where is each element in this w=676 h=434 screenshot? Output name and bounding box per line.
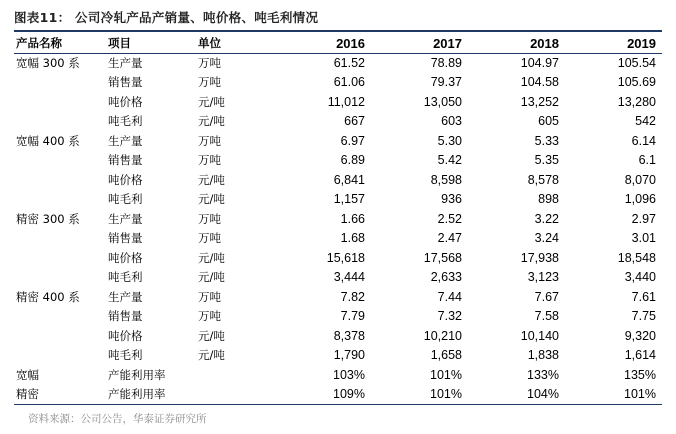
- value-2019-cell: 2.97: [631, 211, 656, 226]
- value-2017-cell: 5.30: [437, 133, 462, 148]
- header-year-2018: 2018: [530, 35, 559, 51]
- value-2017-cell: 5.42: [437, 153, 462, 168]
- value-2019-cell: 1,614: [624, 348, 656, 363]
- value-2018-cell: 3,123: [527, 270, 559, 285]
- table-row: [14, 73, 662, 93]
- table-header-row: [14, 33, 662, 53]
- table-row: [14, 365, 662, 385]
- value-2016-cell: 6.89: [340, 153, 365, 168]
- table-row: [14, 92, 662, 112]
- value-2016-cell: 1.66: [340, 211, 365, 226]
- value-2019-cell: 6.14: [631, 133, 656, 148]
- product-cell: [14, 268, 108, 288]
- value-2017-cell: 78.89: [430, 55, 462, 70]
- value-2019-cell: 105.54: [617, 55, 656, 70]
- value-2016-cell: 61.06: [333, 75, 365, 90]
- unit-cell: 元/吨: [198, 348, 225, 363]
- value-2017-cell: 2.47: [437, 231, 462, 246]
- value-2019-cell: 105.69: [617, 75, 656, 90]
- value-2019-cell: 7.61: [631, 289, 656, 304]
- unit-cell: 万吨: [198, 153, 221, 168]
- value-2018-cell: 5.35: [534, 153, 559, 168]
- value-2016-cell: 11,012: [327, 94, 365, 109]
- table-row: [14, 385, 662, 405]
- table-row: [14, 307, 662, 327]
- product-cell: 宽幅 400 系: [16, 133, 80, 148]
- product-cell: 宽幅: [16, 367, 39, 382]
- item-cell: 生产量: [108, 133, 143, 148]
- header-year-2019: 2019: [627, 35, 656, 51]
- item-cell: 吨价格: [108, 250, 143, 265]
- value-2017-cell: 79.37: [430, 75, 462, 90]
- value-2017-cell: 101%: [430, 387, 462, 402]
- table-row: [14, 248, 662, 268]
- table-bottom-rule: [14, 404, 662, 405]
- product-cell: [14, 307, 108, 327]
- value-2016-cell: 1,157: [333, 192, 365, 207]
- unit-cell: 万吨: [198, 289, 221, 304]
- value-2018-cell: 8,578: [527, 172, 559, 187]
- product-cell: [14, 229, 108, 249]
- item-cell: 生产量: [108, 211, 143, 226]
- header-item: 项目: [108, 36, 131, 50]
- product-cell: [14, 170, 108, 190]
- value-2019-cell: 13,280: [617, 94, 656, 109]
- item-cell: 吨毛利: [108, 348, 143, 363]
- header-product: 产品名称: [16, 36, 62, 50]
- product-cell: [14, 326, 108, 346]
- table-row: [14, 209, 662, 229]
- value-2016-cell: 1.68: [340, 231, 365, 246]
- value-2016-cell: 1,790: [333, 348, 365, 363]
- value-2017-cell: 1,658: [430, 348, 462, 363]
- value-2019-cell: 7.75: [631, 309, 656, 324]
- value-2018-cell: 13,252: [520, 94, 559, 109]
- product-cell: [14, 346, 108, 366]
- value-2017-cell: 8,598: [430, 172, 462, 187]
- table-top-rule: [14, 30, 662, 32]
- table-row: [14, 326, 662, 346]
- product-cell: [14, 73, 108, 93]
- product-cell: 宽幅 300 系: [16, 55, 80, 70]
- value-2019-cell: 542: [635, 114, 656, 129]
- item-cell: 吨价格: [108, 94, 143, 109]
- value-2016-cell: 6,841: [333, 172, 365, 187]
- unit-cell: [198, 385, 274, 405]
- value-2018-cell: 104.58: [520, 75, 559, 90]
- unit-cell: 元/吨: [198, 270, 225, 285]
- value-2019-cell: 101%: [624, 387, 656, 402]
- data-table: [14, 33, 662, 404]
- unit-cell: 元/吨: [198, 114, 225, 129]
- value-2018-cell: 1,838: [527, 348, 559, 363]
- product-cell: 精密 400 系: [16, 289, 80, 304]
- table-row: [14, 131, 662, 151]
- table-row: [14, 346, 662, 366]
- unit-cell: 万吨: [198, 309, 221, 324]
- value-2016-cell: 6.97: [340, 133, 365, 148]
- table-body: [14, 53, 662, 404]
- value-2019-cell: 1,096: [624, 192, 656, 207]
- value-2017-cell: 2.52: [437, 211, 462, 226]
- value-2017-cell: 13,050: [423, 94, 462, 109]
- unit-cell: 万吨: [198, 75, 221, 90]
- item-cell: 生产量: [108, 55, 143, 70]
- value-2016-cell: 8,378: [333, 328, 365, 343]
- value-2018-cell: 898: [538, 192, 559, 207]
- unit-cell: 万吨: [198, 211, 221, 226]
- table-row: [14, 190, 662, 210]
- value-2017-cell: 7.32: [437, 309, 462, 324]
- value-2017-cell: 10,210: [423, 328, 462, 343]
- value-2017-cell: 936: [441, 192, 462, 207]
- value-2018-cell: 3.24: [534, 231, 559, 246]
- value-2018-cell: 5.33: [534, 133, 559, 148]
- item-cell: 吨毛利: [108, 270, 143, 285]
- figure-title: 图表11： 公司冷轧产品产销量、吨价格、吨毛利情况: [14, 10, 319, 25]
- value-2016-cell: 15,618: [326, 250, 365, 265]
- table-row: [14, 112, 662, 132]
- value-2016-cell: 109%: [333, 387, 365, 402]
- table-row: [14, 229, 662, 249]
- header-year-2016: 2016: [336, 35, 365, 51]
- value-2019-cell: 8,070: [624, 172, 656, 187]
- unit-cell: [198, 365, 274, 385]
- table-row: [14, 268, 662, 288]
- value-2016-cell: 7.82: [340, 289, 365, 304]
- value-2017-cell: 603: [441, 114, 462, 129]
- value-2017-cell: 101%: [430, 367, 462, 382]
- item-cell: 吨价格: [108, 172, 143, 187]
- unit-cell: 元/吨: [198, 250, 225, 265]
- unit-cell: 万吨: [198, 55, 221, 70]
- unit-cell: 元/吨: [198, 172, 225, 187]
- item-cell: 吨毛利: [108, 114, 143, 129]
- value-2018-cell: 7.67: [534, 289, 559, 304]
- value-2019-cell: 6.1: [638, 153, 656, 168]
- value-2018-cell: 133%: [527, 367, 559, 382]
- value-2017-cell: 17,568: [423, 250, 462, 265]
- value-2018-cell: 7.58: [534, 309, 559, 324]
- product-cell: [14, 92, 108, 112]
- table-row: [14, 287, 662, 307]
- source-note: 资料来源：公司公告，华泰证券研究所: [28, 413, 207, 425]
- item-cell: 产能利用率: [108, 367, 166, 382]
- value-2018-cell: 10,140: [520, 328, 559, 343]
- unit-cell: 元/吨: [198, 328, 225, 343]
- item-cell: 产能利用率: [108, 387, 166, 402]
- item-cell: 销售量: [108, 231, 143, 246]
- unit-cell: 万吨: [198, 133, 221, 148]
- value-2016-cell: 61.52: [333, 55, 365, 70]
- table-row: [14, 170, 662, 190]
- value-2016-cell: 103%: [333, 367, 365, 382]
- product-cell: 精密 300 系: [16, 211, 80, 226]
- value-2018-cell: 3.22: [534, 211, 559, 226]
- product-cell: [14, 151, 108, 171]
- value-2018-cell: 605: [538, 114, 559, 129]
- value-2018-cell: 17,938: [520, 250, 559, 265]
- item-cell: 销售量: [108, 153, 143, 168]
- table-row: [14, 53, 662, 73]
- item-cell: 吨毛利: [108, 192, 143, 207]
- value-2019-cell: 135%: [624, 367, 656, 382]
- unit-cell: 元/吨: [198, 94, 225, 109]
- value-2017-cell: 2,633: [430, 270, 462, 285]
- value-2016-cell: 3,444: [333, 270, 365, 285]
- product-cell: [14, 248, 108, 268]
- value-2017-cell: 7.44: [437, 289, 462, 304]
- value-2019-cell: 3,440: [624, 270, 656, 285]
- value-2016-cell: 7.79: [340, 309, 365, 324]
- unit-cell: 元/吨: [198, 192, 225, 207]
- value-2018-cell: 104.97: [520, 55, 559, 70]
- product-cell: [14, 112, 108, 132]
- item-cell: 销售量: [108, 309, 143, 324]
- header-unit: 单位: [198, 36, 221, 50]
- item-cell: 销售量: [108, 75, 143, 90]
- value-2019-cell: 9,320: [624, 328, 656, 343]
- value-2019-cell: 3.01: [631, 231, 656, 246]
- unit-cell: 万吨: [198, 231, 221, 246]
- value-2018-cell: 104%: [527, 387, 559, 402]
- header-year-2017: 2017: [433, 35, 462, 51]
- table-row: [14, 151, 662, 171]
- item-cell: 生产量: [108, 289, 143, 304]
- item-cell: 吨价格: [108, 328, 143, 343]
- value-2019-cell: 18,548: [617, 250, 656, 265]
- value-2016-cell: 667: [344, 114, 365, 129]
- product-cell: 精密: [16, 387, 39, 402]
- product-cell: [14, 190, 108, 210]
